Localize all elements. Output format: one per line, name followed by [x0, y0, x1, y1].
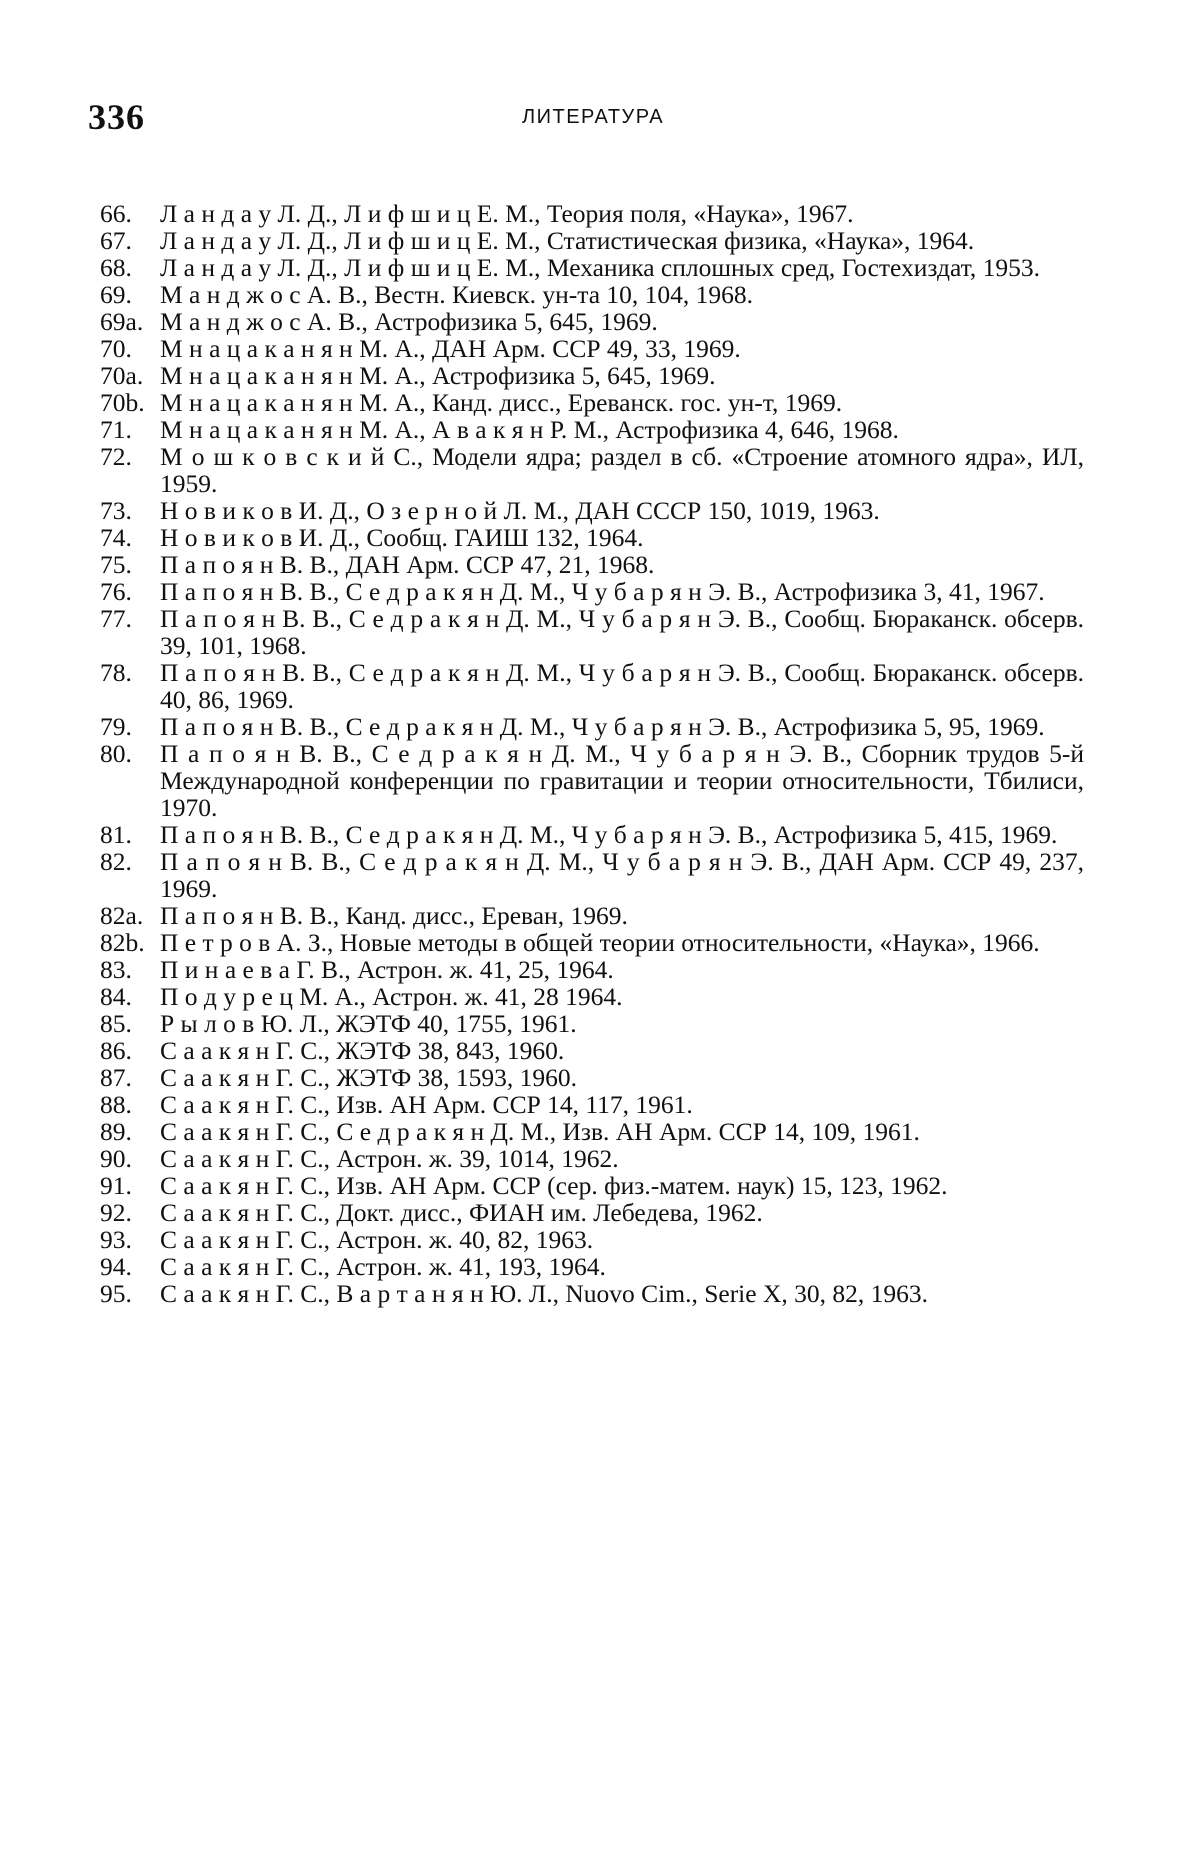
reference-number: 79. — [100, 712, 132, 741]
reference-number: 82. — [100, 847, 132, 876]
reference-item — [100, 362, 1084, 389]
reference-text: П а п о я н В. В., Канд. дисс., Ереван, 1969. — [160, 901, 628, 930]
reference-number: 76. — [100, 577, 132, 606]
reference-number: 69а. — [100, 307, 144, 336]
reference-text: П а п о я н В. В., С е д р а к я н Д. М., Ч у б а р я н Э. В., Астрофизика 5, 95, 1969. — [160, 712, 1045, 741]
reference-text: С а а к я н Г. С., Астрон. ж. 40, 82, 1963. — [160, 1225, 594, 1254]
reference-item — [100, 1253, 1084, 1280]
reference-text: С а а к я н Г. С., Докт. дисс., ФИАН им. Лебедева, 1962. — [160, 1198, 763, 1227]
reference-item — [100, 1172, 1084, 1199]
reference-item — [100, 1010, 1084, 1037]
reference-text: М а н д ж о с А. В., Вестн. Киевск. ун-та 10, 104, 1968. — [160, 280, 754, 309]
reference-text: М а н д ж о с А. В., Астрофизика 5, 645, 1969. — [160, 307, 658, 336]
reference-number: 82а. — [100, 901, 144, 930]
reference-text: С а а к я н Г. С., ЖЭТФ 38, 1593, 1960. — [160, 1063, 578, 1092]
reference-number: 69. — [100, 280, 132, 309]
reference-item — [100, 497, 1084, 524]
reference-number: 74. — [100, 523, 132, 552]
reference-text: П а п о я н В. В., С е д р а к я н Д. М., Ч у б а р я н Э. В., Сборник трудов 5-й Международной конференции по гравитации и теории относительности, Тбилиси, 1970. — [160, 739, 1084, 822]
reference-text: Н о в и к о в И. Д., О з е р н о й Л. М., ДАН СССР 150, 1019, 1963. — [160, 496, 880, 525]
reference-number: 84. — [100, 982, 132, 1011]
reference-number: 87. — [100, 1063, 132, 1092]
reference-text: П а п о я н В. В., ДАН Арм. ССР 47, 21, 1968. — [160, 550, 655, 579]
reference-number: 67. — [100, 226, 132, 255]
reference-item — [100, 740, 1084, 821]
reference-item — [100, 983, 1084, 1010]
reference-number: 73. — [100, 496, 132, 525]
reference-item — [100, 578, 1084, 605]
reference-text: Л а н д а у Л. Д., Л и ф ш и ц Е. М., Механика сплошных сред, Гостехиздат, 1953. — [160, 253, 1040, 282]
reference-item — [100, 200, 1084, 227]
reference-item — [100, 605, 1084, 659]
reference-number: 68. — [100, 253, 132, 282]
reference-item — [100, 659, 1084, 713]
reference-item — [100, 956, 1084, 983]
reference-item — [100, 1226, 1084, 1253]
reference-text: С а а к я н Г. С., С е д р а к я н Д. М., Изв. АН Арм. ССР 14, 109, 1961. — [160, 1117, 920, 1146]
reference-text: С а а к я н Г. С., Астрон. ж. 39, 1014, 1962. — [160, 1144, 619, 1173]
reference-text: М о ш к о в с к и й С., Модели ядра; раздел в сб. «Строение атомного ядра», ИЛ, 1959. — [160, 442, 1084, 498]
reference-item — [100, 1037, 1084, 1064]
reference-item — [100, 821, 1084, 848]
reference-text: М н а ц а к а н я н М. А., Канд. дисс., Ереванск. гос. ун-т, 1969. — [160, 388, 843, 417]
reference-number: 94. — [100, 1252, 132, 1281]
reference-text: П о д у р е ц М. А., Астрон. ж. 41, 28 1964. — [160, 982, 623, 1011]
reference-item — [100, 713, 1084, 740]
reference-number: 85. — [100, 1009, 132, 1038]
reference-text: С а а к я н Г. С., Изв. АН Арм. ССР (сер. физ.-матем. наук) 15, 123, 1962. — [160, 1171, 948, 1200]
reference-number: 78. — [100, 658, 132, 687]
reference-item — [100, 1091, 1084, 1118]
reference-text: М н а ц а к а н я н М. А., Астрофизика 5, 645, 1969. — [160, 361, 716, 390]
reference-text: С а а к я н Г. С., ЖЭТФ 38, 843, 1960. — [160, 1036, 565, 1065]
reference-number: 81. — [100, 820, 132, 849]
reference-number: 91. — [100, 1171, 132, 1200]
reference-number: 75. — [100, 550, 132, 579]
reference-text: П и н а е в а Г. В., Астрон. ж. 41, 25, 1964. — [160, 955, 614, 984]
reference-item — [100, 227, 1084, 254]
reference-item — [100, 1064, 1084, 1091]
reference-text: П а п о я н В. В., С е д р а к я н Д. М., Ч у б а р я н Э. В., Сообщ. Бюраканск. обсерв. 39, 101, 1968. — [160, 604, 1084, 660]
reference-number: 86. — [100, 1036, 132, 1065]
page-number: 336 — [88, 97, 145, 137]
reference-item — [100, 308, 1084, 335]
reference-number: 80. — [100, 739, 132, 768]
reference-number: 82b. — [100, 928, 145, 957]
reference-number: 90. — [100, 1144, 132, 1173]
reference-item — [100, 281, 1084, 308]
reference-text: Р ы л о в Ю. Л., ЖЭТФ 40, 1755, 1961. — [160, 1009, 577, 1038]
reference-item — [100, 1145, 1084, 1172]
reference-item — [100, 1118, 1084, 1145]
reference-number: 83. — [100, 955, 132, 984]
reference-item — [100, 524, 1084, 551]
reference-number: 70b. — [100, 388, 145, 417]
page-header — [0, 96, 1200, 136]
reference-item — [100, 416, 1084, 443]
reference-item — [100, 254, 1084, 281]
reference-number: 88. — [100, 1090, 132, 1119]
reference-item — [100, 1199, 1084, 1226]
reference-item — [100, 443, 1084, 497]
reference-number: 71. — [100, 415, 132, 444]
reference-text: М н а ц а к а н я н М. А., ДАН Арм. ССР 49, 33, 1969. — [160, 334, 741, 363]
reference-text: П е т р о в А. З., Новые методы в общей теории относительности, «Наука», 1966. — [160, 928, 1040, 957]
reference-text: М н а ц а к а н я н М. А., А в а к я н Р. М., Астрофизика 4, 646, 1968. — [160, 415, 899, 444]
reference-number: 72. — [100, 442, 132, 471]
reference-number: 70а. — [100, 361, 144, 390]
reference-text: С а а к я н Г. С., В а р т а н я н Ю. Л., Nuovo Cim., Serie X, 30, 82, 1963. — [160, 1279, 929, 1308]
reference-item — [100, 551, 1084, 578]
reference-text: С а а к я н Г. С., Астрон. ж. 41, 193, 1964. — [160, 1252, 606, 1281]
reference-text: П а п о я н В. В., С е д р а к я н Д. М., Ч у б а р я н Э. В., Астрофизика 3, 41, 1967. — [160, 577, 1045, 606]
running-head: ЛИТЕРАТУРА — [522, 106, 665, 128]
reference-item — [100, 335, 1084, 362]
reference-number: 95. — [100, 1279, 132, 1308]
reference-item — [100, 1280, 1084, 1307]
reference-item — [100, 389, 1084, 416]
reference-text: П а п о я н В. В., С е д р а к я н Д. М., Ч у б а р я н Э. В., Сообщ. Бюраканск. обсерв. 40, 86, 1969. — [160, 658, 1084, 714]
reference-number: 93. — [100, 1225, 132, 1254]
reference-text: П а п о я н В. В., С е д р а к я н Д. М., Ч у б а р я н Э. В., ДАН Арм. ССР 49, 237, 1969. — [160, 847, 1084, 903]
reference-text: Л а н д а у Л. Д., Л и ф ш и ц Е. М., Статистическая физика, «Наука», 1964. — [160, 226, 975, 255]
reference-number: 92. — [100, 1198, 132, 1227]
reference-item — [100, 848, 1084, 902]
reference-text: Л а н д а у Л. Д., Л и ф ш и ц Е. М., Теория поля, «Наука», 1967. — [160, 199, 854, 228]
reference-item — [100, 929, 1084, 956]
reference-item — [100, 902, 1084, 929]
reference-text: П а п о я н В. В., С е д р а к я н Д. М., Ч у б а р я н Э. В., Астрофизика 5, 415, 1969. — [160, 820, 1058, 849]
reference-list — [100, 200, 1084, 1307]
reference-text: Н о в и к о в И. Д., Сообщ. ГАИШ 132, 1964. — [160, 523, 644, 552]
reference-number: 66. — [100, 199, 132, 228]
reference-number: 77. — [100, 604, 132, 633]
reference-text: С а а к я н Г. С., Изв. АН Арм. ССР 14, 117, 1961. — [160, 1090, 693, 1119]
reference-number: 89. — [100, 1117, 132, 1146]
reference-number: 70. — [100, 334, 132, 363]
